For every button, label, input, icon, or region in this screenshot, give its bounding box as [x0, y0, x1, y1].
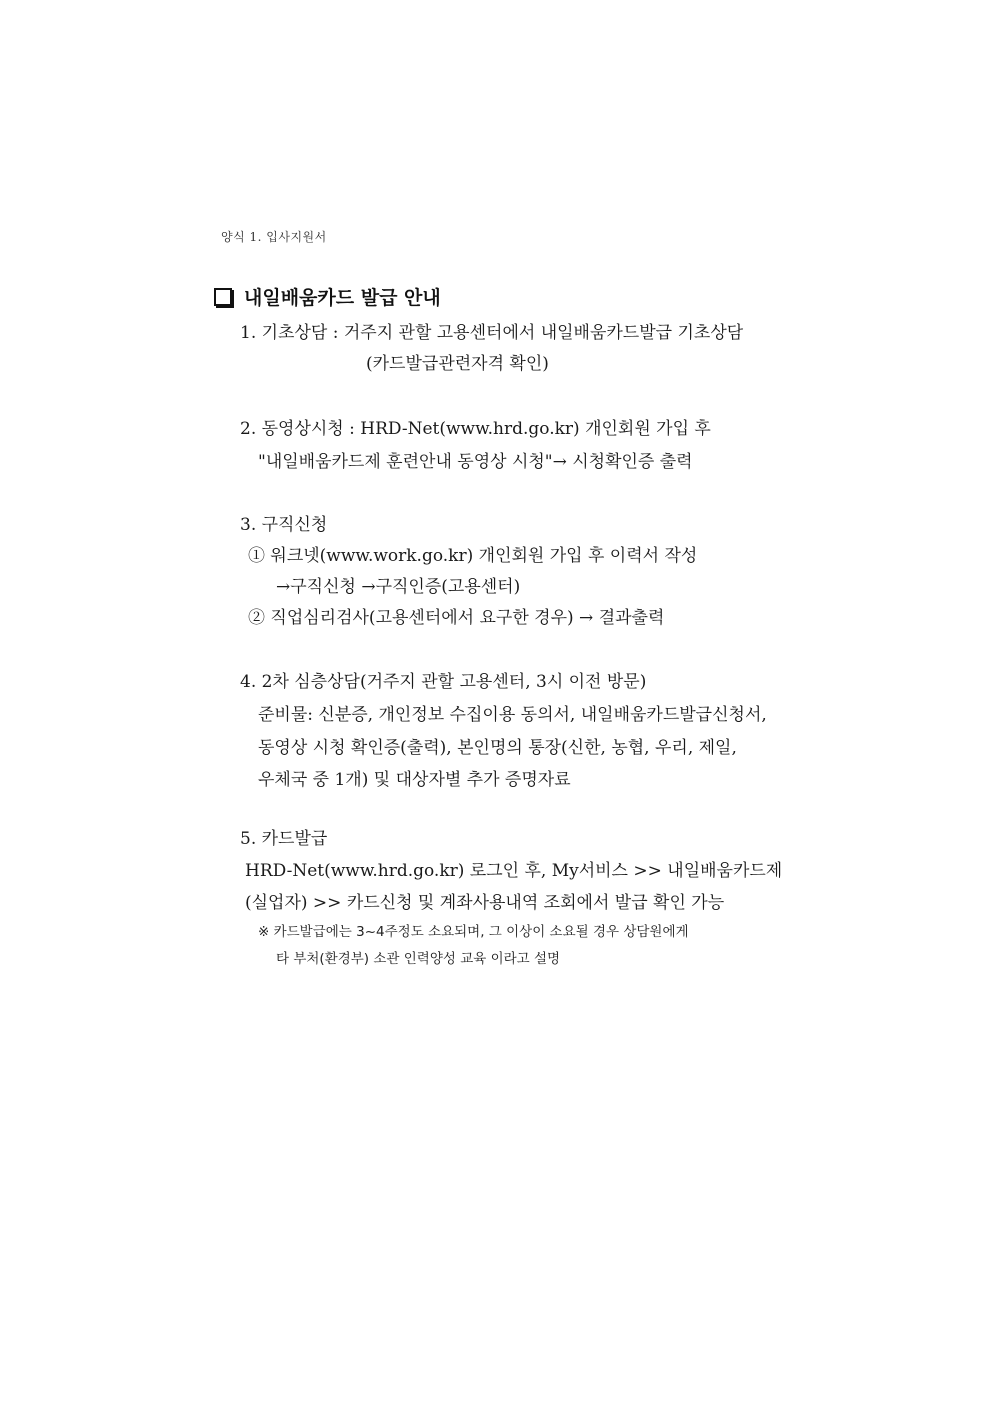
- step2-sub-line: "내일배움카드제 훈련안내 동영상 시청"→ 시청확인증 출력: [258, 452, 693, 472]
- step5-line2: HRD-Net(www.hrd.go.kr) 로그인 후, My서비스 >> 내일배움카드제: [245, 861, 783, 881]
- checkbox-square-icon: [214, 288, 232, 306]
- step4-line3: 동영상 시청 확인증(출력), 본인명의 통장(신한, 농협, 우리, 제일,: [258, 738, 737, 758]
- form-label: 양식 1. 입사지원서: [221, 230, 327, 244]
- heading-text: 내일배움카드 발급 안내: [244, 287, 441, 309]
- step1-line: 1. 기초상담 : 거주지 관할 고용센터에서 내일배움카드발급 기초상담: [240, 323, 744, 343]
- step5-title: 5. 카드발급: [240, 829, 328, 849]
- step5-line3: (실업자) >> 카드신청 및 계좌사용내역 조회에서 발급 확인 가능: [245, 893, 725, 913]
- step1-sub-line: (카드발급관련자격 확인): [366, 354, 549, 374]
- step3-item1-sub: →구직신청 →구직인증(고용센터): [276, 577, 521, 597]
- step3-item1: ① 워크넷(www.work.go.kr) 개인회원 가입 후 이력서 작성: [248, 546, 698, 566]
- section-heading: [214, 283, 441, 310]
- step5-note-line1: ※ 카드발급에는 3~4주정도 소요되며, 그 이상이 소요될 경우 상담원에게: [258, 924, 689, 940]
- step3-item2: ② 직업심리검사(고용센터에서 요구한 경우) → 결과출력: [248, 608, 665, 628]
- step2-line: 2. 동영상시청 : HRD-Net(www.hrd.go.kr) 개인회원 가입 후: [240, 419, 711, 439]
- step4-title: 4. 2차 심층상담(거주지 관할 고용센터, 3시 이전 방문): [240, 672, 647, 692]
- step4-line2: 준비물: 신분증, 개인정보 수집이용 동의서, 내일배움카드발급신청서,: [258, 705, 767, 725]
- step3-title: 3. 구직신청: [240, 515, 328, 535]
- step4-line4: 우체국 중 1개) 및 대상자별 추가 증명자료: [258, 770, 571, 790]
- step5-note-line2: 타 부처(환경부) 소관 인력양성 교육 이라고 설명: [276, 951, 561, 967]
